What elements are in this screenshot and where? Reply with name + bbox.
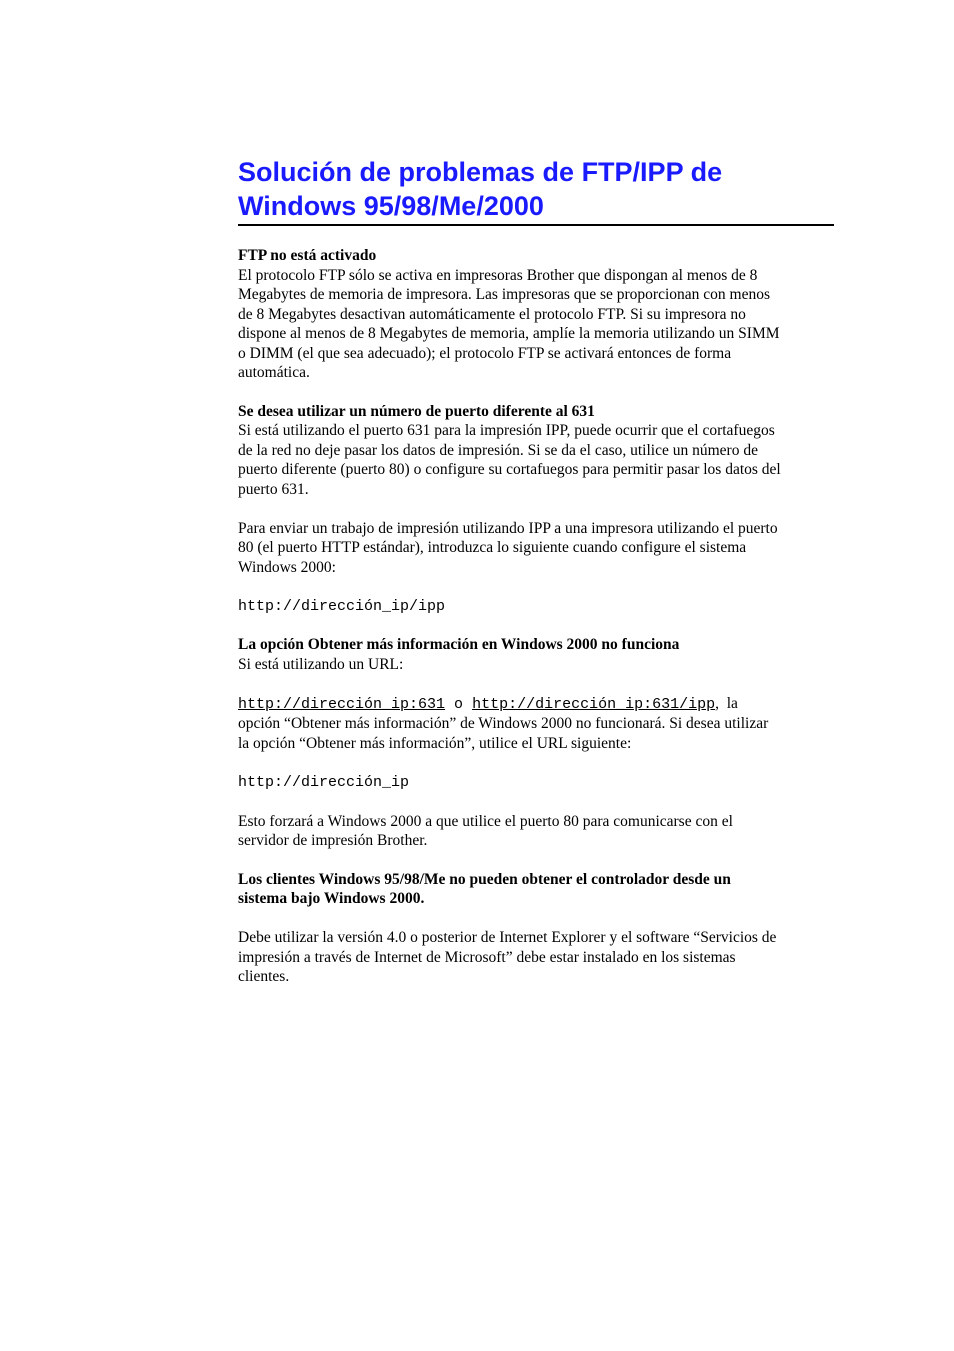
code-url-ipp: http://dirección_ip/ipp xyxy=(238,597,446,615)
heading-line: sistema bajo Windows 2000. xyxy=(238,890,425,907)
url-link-631-ipp[interactable]: http://dirección_ip:631/ipp xyxy=(472,695,716,713)
text-line: Esto forzará a Windows 2000 a que utilice el puerto 80 para comunicarse con el xyxy=(238,812,733,830)
text-line: dispone al menos de 8 Megabytes de memoria, amplíe la memoria utilizando un SIMM xyxy=(238,325,780,342)
document-page xyxy=(238,155,834,987)
section-moreinfo xyxy=(238,635,834,851)
section-port-body xyxy=(238,421,834,616)
text-line: puerto diferente (puerto 80) o configure su cortafuegos para permitir pasar los datos del xyxy=(238,461,781,478)
section-ftp-heading: FTP no está activado xyxy=(238,247,377,264)
section-clients xyxy=(238,870,834,987)
section-clients-heading xyxy=(238,870,834,909)
text-line: Debe utilizar la versión 4.0 o posterior de Internet Explorer y el software “Servicios de xyxy=(238,929,777,946)
paragraph-gap xyxy=(238,674,834,694)
section-clients-body xyxy=(238,909,834,987)
text-line: opción “Obtener más información” de Windows 2000 no funcionará. Si desea utilizar xyxy=(238,715,769,732)
page-title xyxy=(238,155,834,226)
text-line: automática. xyxy=(238,364,310,381)
text-line: Windows 2000: xyxy=(238,558,336,576)
text-line: puerto 631. xyxy=(238,480,309,498)
heading-line: Los clientes Windows 95/98/Me no pueden obtener el controlador desde un xyxy=(238,870,731,888)
paragraph-gap xyxy=(238,577,834,597)
paragraph-gap xyxy=(238,792,834,812)
text-line: clientes. xyxy=(238,968,290,985)
paragraph-gap xyxy=(238,753,834,773)
section-ftp xyxy=(238,246,834,383)
text-line: servidor de impresión Brother. xyxy=(238,832,428,849)
text-line: 80 (el puerto HTTP estándar), introduzca lo siguiente cuando configure el sistema xyxy=(238,539,747,556)
text-line: Si está utilizando el puerto 631 para la impresión IPP, puede ocurrir que el cortafuegos xyxy=(238,422,775,439)
text-line: El protocolo FTP sólo se activa en impresoras Brother que dispongan al menos de 8 xyxy=(238,266,758,284)
after-urls-text: , la xyxy=(715,694,738,712)
text-line: impresión a través de Internet de Microsoft” debe estar instalado en los sistemas xyxy=(238,948,736,966)
url-line xyxy=(238,694,834,715)
text-line: Megabytes de memoria de impresora. Las impresoras que se proporcionan con menos xyxy=(238,286,771,303)
text-line: Si está utilizando un URL: xyxy=(238,655,404,673)
text-line: o DIMM (el que sea adecuado); el protocolo FTP se activará entonces de forma xyxy=(238,344,732,362)
page-title-line-1: Solución de problemas de FTP/IPP de xyxy=(238,157,723,187)
code-url-ip: http://dirección_ip xyxy=(238,773,410,791)
section-moreinfo-heading: La opción Obtener más información en Windows 2000 no funciona xyxy=(238,636,680,653)
url-link-631[interactable]: http://dirección_ip:631 xyxy=(238,695,446,713)
paragraph-gap xyxy=(238,909,834,929)
section-port xyxy=(238,402,834,617)
or-text: o xyxy=(445,695,473,713)
text-line: Para enviar un trabajo de impresión utilizando IPP a una impresora utilizando el puerto xyxy=(238,519,778,537)
section-ftp-body xyxy=(238,266,834,383)
text-line: de la red no deje pasar los datos de impresión. Si se da el caso, utilice un número de xyxy=(238,441,758,459)
page-title-line-2: Windows 95/98/Me/2000 xyxy=(238,191,544,221)
section-port-heading: Se desea utilizar un número de puerto diferente al 631 xyxy=(238,402,595,420)
section-moreinfo-body xyxy=(238,655,834,851)
text-line: la opción “Obtener más información”, utilice el URL siguiente: xyxy=(238,734,632,752)
text-line: de 8 Megabytes desactivan automáticamente el protocolo FTP. Si su impresora no xyxy=(238,305,746,323)
paragraph-gap xyxy=(238,499,834,519)
